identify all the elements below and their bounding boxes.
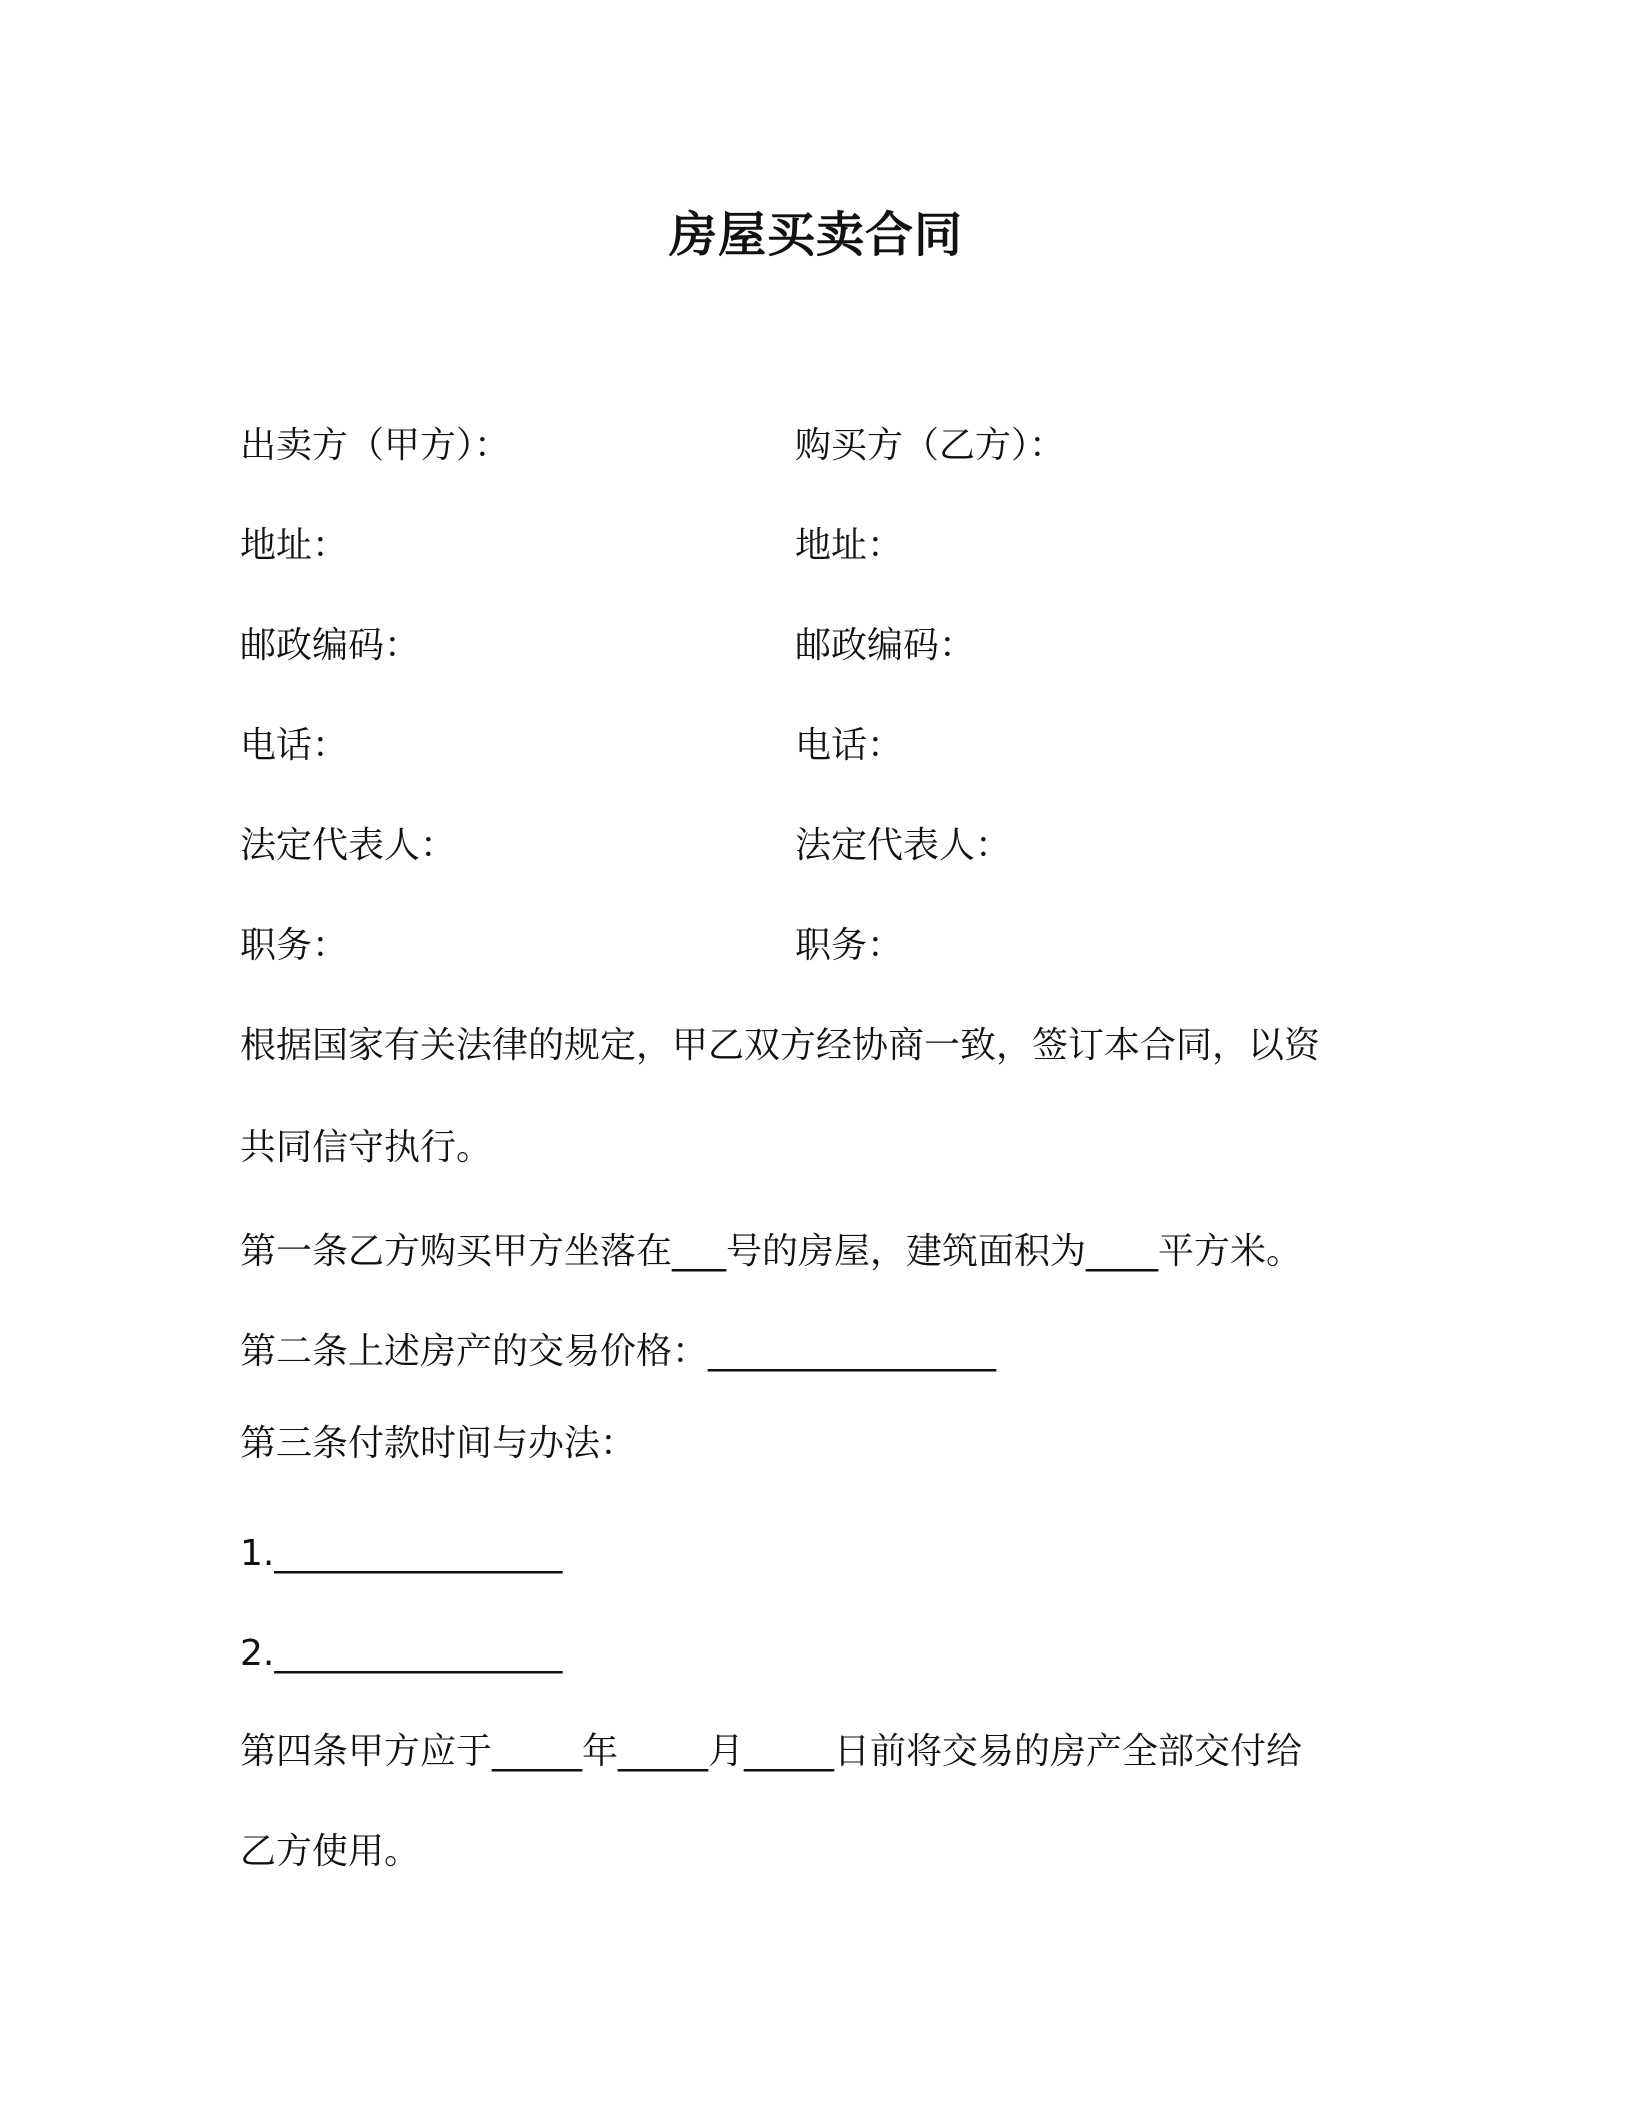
buyer-address-label: 地址： [795,525,904,566]
article-3: 第三条付款时间与办法： [240,1423,637,1464]
intro-paragraph-line-2: 共同信守执行。 [240,1127,493,1168]
payment-item-1: 1.________________ [240,1533,563,1574]
article-4-line-2: 乙方使用。 [240,1831,421,1872]
buyer-legal-rep-label: 法定代表人： [795,825,1012,866]
article-4-line-1: 第四条甲方应于_____年_____月_____日前将交易的房产全部交付给 [240,1731,1303,1772]
article-1: 第一条乙方购买甲方坐落在___号的房屋，建筑面积为____平方米。 [240,1231,1303,1272]
document-title: 房屋买卖合同 [668,207,963,263]
buyer-phone-label: 电话： [795,725,904,766]
seller-position-label: 职务： [240,925,349,966]
seller-party-label: 出卖方（甲方）： [240,425,511,466]
buyer-party-label: 购买方（乙方）： [795,425,1066,466]
seller-address-label: 地址： [240,525,349,566]
payment-item-2: 2.________________ [240,1633,563,1674]
article-2: 第二条上述房产的交易价格：________________ [240,1331,997,1372]
buyer-postcode-label: 邮政编码： [795,625,976,666]
seller-phone-label: 电话： [240,725,349,766]
seller-postcode-label: 邮政编码： [240,625,421,666]
seller-legal-rep-label: 法定代表人： [240,825,457,866]
buyer-position-label: 职务： [795,925,904,966]
intro-paragraph-line-1: 根据国家有关法律的规定，甲乙双方经协商一致，签订本合同，以资 [240,1025,1321,1066]
